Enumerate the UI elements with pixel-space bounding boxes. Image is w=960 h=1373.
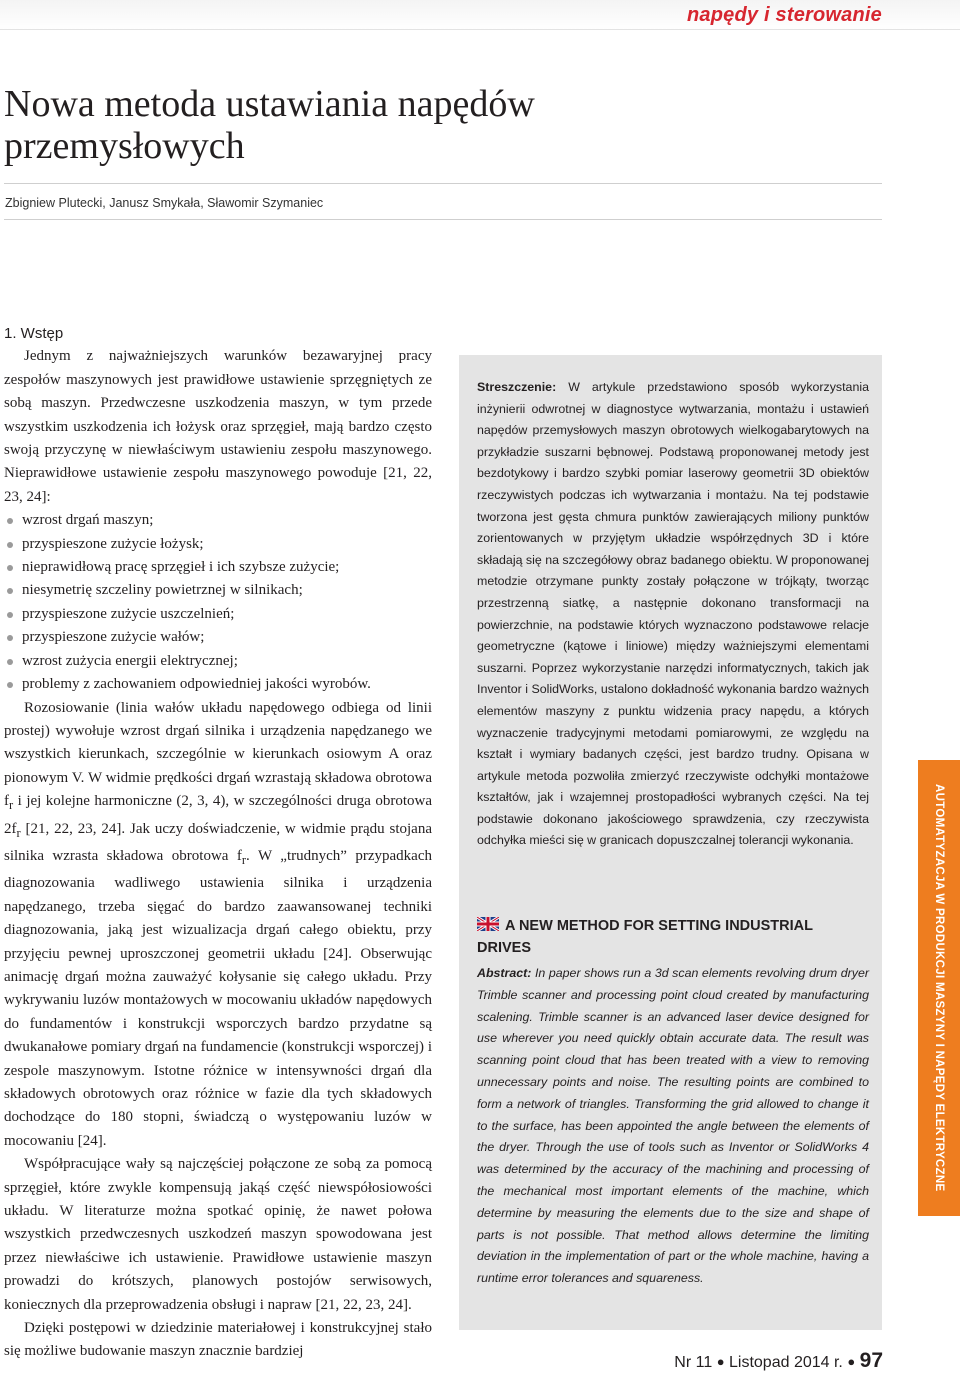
misalignment-text-b: i jej kolejne harmoniczne (2, 3, 4), w szczególności druga obrotowa 2f xyxy=(4,793,432,837)
subscript-r: r xyxy=(241,852,247,867)
list-item: wzrost drgań maszyn; xyxy=(4,509,432,532)
subscript-r: r xyxy=(9,798,14,813)
section-tag: napędy i sterowanie xyxy=(687,4,882,26)
article-authors: Zbigniew Plutecki, Janusz Smykała, Sławomir Szymaniec xyxy=(5,196,324,210)
abstract-pl xyxy=(477,377,869,852)
misalignment-text-a: Rozosiowanie (linia wałów układu napędowego odbiega od linii prostej) wywołuje wzrost drgań silnika i urządzenia napędzanego we wszystkich kierunkach, szczególnie w kierunkach osiowym A oraz pionowym V. W widmie prędkości drgań wzrastają składowa obrotowa f xyxy=(4,699,432,810)
article-title: Nowa metoda ustawiania napędów przemysłowych xyxy=(4,83,535,167)
list-item: przyspieszone zużycie łożysk; xyxy=(4,533,432,556)
list-item: nieprawidłową pracę sprzęgieł i ich szybsze zużycie; xyxy=(4,556,432,579)
list-item: przyspieszone zużycie uszczelnień; xyxy=(4,603,432,626)
page-number: 97 xyxy=(859,1349,883,1372)
couplings-paragraph: Współpracujące wały są najczęściej połączone ze sobą za pomocą sprzęgieł, które zwykle kompensują jakąś część niewspółosiowości układu. W literaturze można spotkać opinię, że nawet połowa wszystkich przedwczesnych uszkodzeń maszyn spowodowana jest przez niewłaściwe ich ustawienie. Prawidłowe ustawienie maszyn prowadzi do krótszych, planowych postojów serwisowych, koniecznych dla przeprowadzenia obsługi i napraw [21, 22, 23, 24]. xyxy=(4,1156,432,1313)
subscript-r: r xyxy=(16,825,21,840)
section-heading: 1. Wstęp xyxy=(4,325,64,342)
effects-list xyxy=(4,509,432,696)
abstract-en-title-row xyxy=(477,915,869,959)
misalignment-paragraph xyxy=(4,697,432,1154)
abstract-en-title: A NEW METHOD FOR SETTING INDUSTRIAL DRIVES xyxy=(477,918,813,956)
abstract-pl-label: Streszczenie: xyxy=(477,380,557,394)
list-item: przyspieszone zużycie wałów; xyxy=(4,626,432,649)
bullet-separator-icon: ● xyxy=(847,1354,856,1369)
misalignment-text-d: . W „trudnych” przypadkach diagnozowania wadliwego ustawienia silnika i urządzenia napędzanego, trzeba sięgać do bardzo zaawansowanej techniki diagnozowania, jaką jest wizualizacja drgań całego obiektu, przy przyjęciu pewnej uproszczonej geometrii układu [24]. Obserwując animację drgań można zauważyć kołysanie się całego układu. Przy wykrywaniu luzów montażowych w mocowaniu układów napędowych do fundamentów i konstrukcji wsporczych bardzo przydatne są dwukanałowe pomiary drgań na fundamencie (konstrukcji wsporczej) i zespole maszynowym. Istotne różnice w intensywności drgań dla składowych obrotowych oraz różnice w fazie dla tych składowych dochodzące do 180 stopni, świadczą o występowaniu luzów w mocowaniu [24]. xyxy=(4,847,432,1149)
issue-number: Nr 11 xyxy=(674,1354,713,1371)
progress-paragraph: Dzięki postępowi w dziedzinie materiałowej i konstrukcyjnej stało się możliwe budowanie maszyn znacznie bardziej xyxy=(4,1320,432,1360)
abstract-pl-text: W artykule przedstawiono sposób wykorzystania inżynierii odwrotnej w diagnostyce wytwarzania, montażu i ustawień napędów przemysłowych maszyn obrotowych wielkogabarytowych na przykładzie suszarni bębnowej. Podstawą proponowanej metody jest bezdotykowy i bardzo szybki pomiar laserowy geometrii 3D obiektów rzeczywistych podczas ich wytwarzania i montażu. Na tej podstawie tworzona jest gęsta chmura punktów zawierających miliony punktów zorientowanych w przyjętym układzie współrzędnych 3D i które składają się na szczegółowy obraz badanego obiektu. W proponowanej metodzie otrzymane punkty zostały połączone w trójkąty, tworząc przestrzenną siatkę, a następnie dokonano transformacji na powierzchnie, na podstawie których wyznaczono podstawowe relacje geometryczne (kątowe i liniowe) między ważniejszymi elementami suszarni. Poprzez wykorzystanie narzędzi informatycznych, takich jak Inventor i SolidWorks, ustalono dokładność wykonania bardzo ważnych elementów maszyny z punktu widzenia pracy napędu, a których wyznaczenie tradycyjnymi metodami pomiarowymi, ze względu na kształt i wymiary badanych części, jest bardzo trudny. Opisana w artykule metoda pozwoliła zmierzyć rzeczywiste odchyłki montażowe kształtów, jak i wzajemnej prostopadłości wybranych części. Na tej podstawie dokonano jakościowego sprawdzenia, czy rzeczywista odchyłka mieści się w granicach dopuszczalnej tolerancji wykonania. xyxy=(477,380,869,848)
header-divider xyxy=(0,29,960,30)
abstract-en-label: Abstract: xyxy=(477,966,532,980)
issue-date: Listopad 2014 r. xyxy=(729,1354,843,1371)
list-item: niesymetrię szczeliny powietrznej w silnikach; xyxy=(4,579,432,602)
authors-divider xyxy=(4,219,882,220)
title-divider xyxy=(4,183,882,184)
page-footer xyxy=(674,1349,883,1373)
side-tab-label: AUTOMATYZACJA W PRODUKCJI MASZYNY I NAPĘDY ELEKTRYCZNE xyxy=(933,784,945,1192)
abstract-en-text: In paper shows run a 3d scan elements revolving drum dryer Trimble scanner and processing point cloud created by manufacturing scalening. Trimble scanner is an advanced laser device designed for use wherever you need quickly obtain accurate data. The result was scanning point cloud that has been treated with a view to removing unnecessary points and noise. The resulting points are combined to form a network of triangles. Transforming the grid allowed to change it to the surface, has been appointed the angle between the elements of the dryer. Through the use of tools such as Inventor or SolidWorks 4 was determined by the accuracy of the machining and processing of the mechanical most important elements of the machine, which determine by measuring the elements due to the size and shape of parts is not possible. That method allows determine the limiting deviation in the implementation of part or the whole machine, having a runtime error tolerances and squareness. xyxy=(477,966,869,1286)
list-item: problemy z zachowaniem odpowiedniej jakości wyrobów. xyxy=(4,673,432,696)
bullet-separator-icon: ● xyxy=(716,1354,725,1369)
misalignment-text-c: [21, 22, 23, 24]. Jak uczy doświadczenie, w widmie prądu stojana silnika wzrasta składowa obrotowa f xyxy=(4,820,432,864)
uk-flag-icon xyxy=(477,917,499,931)
article-body xyxy=(4,322,432,1364)
intro-paragraph: Jednym z najważniejszych warunków bezawaryjnej pracy zespołów maszynowych jest prawidłowe ustawienie sprzęgniętych ze sobą maszyn. Przedwczesne uszkodzenia maszyn, w tym przede wszystkim uszkodzenia ich łożysk oraz sprzęgieł, mają bardzo często swoją przyczynę w niewłaściwym ustawieniu zespołu maszynowego. Nieprawidłowe ustawienie zespołu maszynowego powoduje [21, 22, 23, 24]: xyxy=(4,348,432,505)
abstract-en xyxy=(477,963,869,1290)
list-item: wzrost zużycia energii elektrycznej; xyxy=(4,650,432,673)
